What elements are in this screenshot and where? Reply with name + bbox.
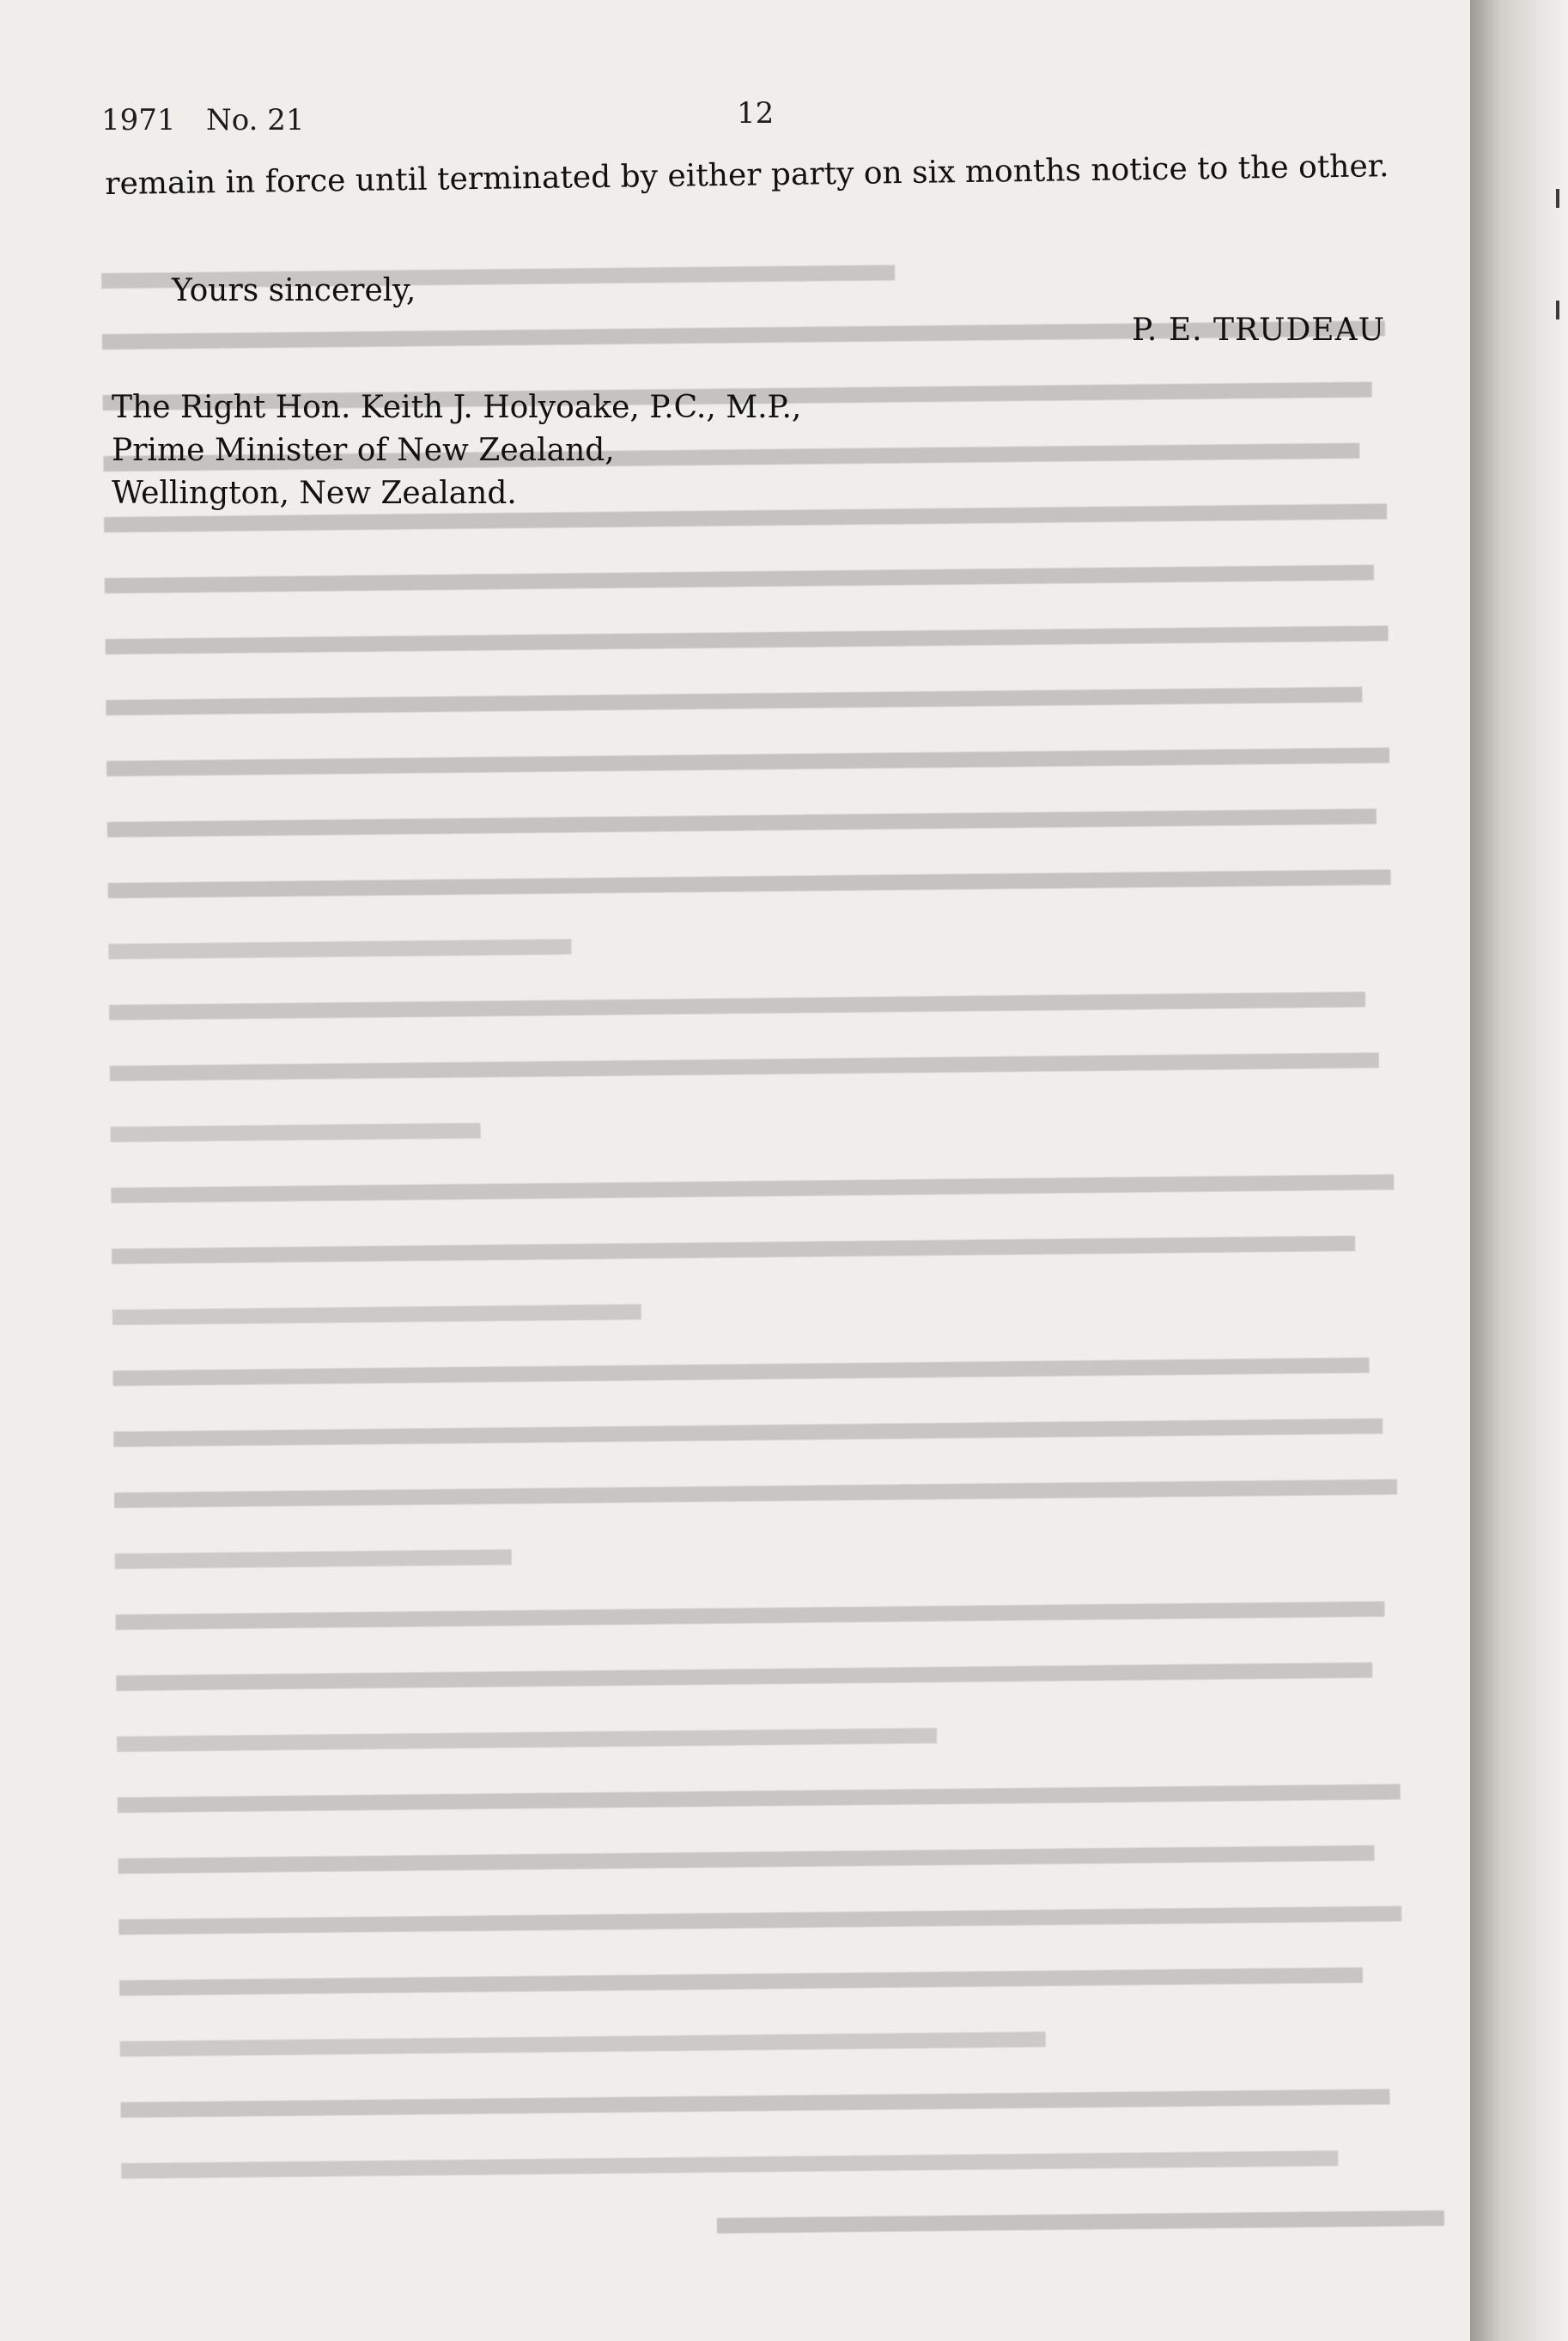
letter-continuation: remain in force until terminated by either party on six months notice to the other.: [105, 149, 1389, 202]
addressee-line: Wellington, New Zealand.: [112, 476, 517, 511]
page-number: 12: [737, 96, 775, 131]
addressee-line: Prime Minister of New Zealand,: [112, 433, 615, 468]
addressee-line: The Right Hon. Keith J. Holyoake, P.C., M.P.,: [112, 390, 802, 425]
document-year: 1971: [101, 103, 176, 137]
binding-mark: [1556, 189, 1559, 208]
letter-closing: Yours sincerely,: [172, 273, 416, 308]
addressee-block: [112, 386, 801, 515]
document-number: No. 21: [206, 103, 305, 137]
binding-edge: [1470, 0, 1568, 2341]
binding-mark: [1556, 301, 1559, 319]
page-header: [101, 96, 1424, 148]
signature-name: P. E. TRUDEAU: [1132, 313, 1385, 348]
